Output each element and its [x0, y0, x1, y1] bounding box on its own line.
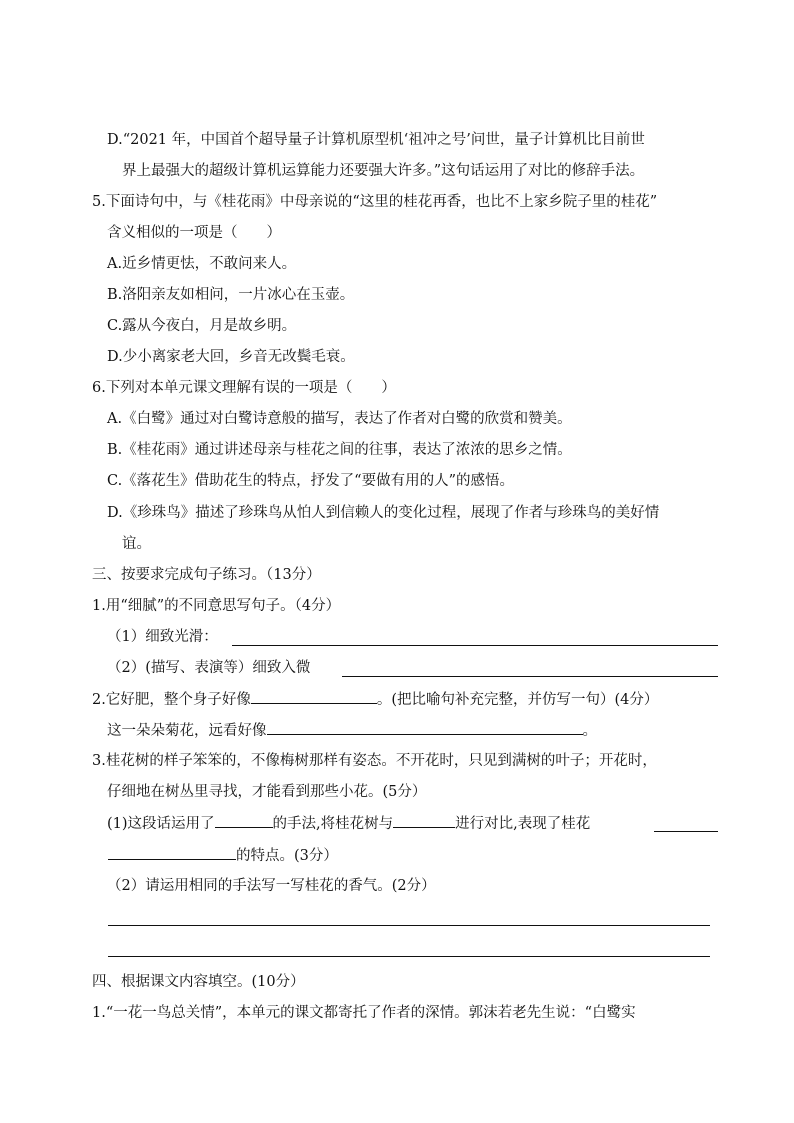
- s3-q3-blank2[interactable]: [393, 813, 455, 828]
- s3-q2-line1: [92, 689, 658, 710]
- s3-q3-sub2-answer-line1[interactable]: [108, 925, 710, 926]
- s3-q1-sub1-label: （1）细致光滑：: [107, 629, 218, 645]
- s3-q3-sub1-line1: [107, 813, 590, 834]
- s3-q1-stem: 1.用“细腻”的不同意思写句子。（4分）: [92, 598, 341, 614]
- s3-q3-sub1-text-a: (1)这段话运用了: [107, 816, 215, 832]
- s3-q2-line2-text-a: 这一朵朵菊花，远看好像: [107, 723, 267, 739]
- q5-option-d: D.少小离家老大回，乡音无改鬓毛衰。: [107, 349, 355, 365]
- s3-q1-sub2-answer-line[interactable]: [342, 676, 718, 677]
- s3-q3-stem-line1: 3.桂花树的样子笨笨的，不像梅树那样有姿态。不开花时，只见到满树的叶子；开花时，: [92, 753, 657, 769]
- s3-q3-stem-line2: 仔细地在树丛里寻找，才能看到那些小花。(5分）: [107, 784, 427, 800]
- s3-q3-sub1-text-b: 的手法,将桂花树与: [272, 816, 394, 832]
- s3-q3-blank1[interactable]: [215, 813, 273, 828]
- section3-title: 三、按要求完成句子练习。（13分）: [92, 567, 321, 583]
- q6-stem: 6.下列对本单元课文理解有误的一项是（ ）: [92, 380, 396, 396]
- q5-option-a: A.近乡情更怯，不敢问来人。: [107, 256, 297, 272]
- s3-q3-sub1-text-d: 的特点。(3分）: [236, 848, 338, 864]
- s3-q2-line2-text-b: 。: [582, 723, 597, 739]
- s3-q3-blank3[interactable]: [654, 831, 718, 832]
- s3-q1-sub2-label: （2）(描写、表演等）细致入微: [107, 660, 311, 676]
- s3-q3-sub2-answer-line2[interactable]: [108, 956, 710, 957]
- s3-q2-line1-text-b: 。(把比喻句补充完整，并仿写一句）(4分）: [376, 692, 659, 708]
- section4-title: 四、根据课文内容填空。(10分）: [92, 974, 305, 990]
- q5-stem-line1: 5.下面诗句中，与《桂花雨》中母亲说的“这里的桂花再香，也比不上家乡院子里的桂花”: [92, 194, 658, 210]
- q6-option-a: A.《白鹭》通过对白鹭诗意般的描写，表达了作者对白鹭的欣赏和赞美。: [107, 411, 572, 427]
- s3-q3-sub1-text-c: 进行对比,表现了桂花: [455, 816, 591, 832]
- s3-q2-blank1[interactable]: [251, 689, 377, 704]
- s3-q2-blank2[interactable]: [267, 720, 583, 735]
- q6-option-c: C.《落花生》借助花生的特点，抒发了“要做有用的人”的感悟。: [107, 473, 515, 489]
- q5-option-c: C.露从今夜白，月是故乡明。: [107, 318, 297, 334]
- s3-q2-line1-text-a: 2.它好肥，整个身子好像: [92, 692, 251, 708]
- s3-q2-line2: [107, 720, 597, 741]
- q5-option-b: B.洛阳亲友如相问，一片冰心在玉壶。: [107, 287, 355, 303]
- s3-q3-blank3-cont[interactable]: [108, 845, 236, 860]
- s3-q3-sub1-line2: [108, 845, 338, 866]
- s3-q1-sub1-answer-line[interactable]: [232, 645, 718, 646]
- q5-stem-line2: 含义相似的一项是（ ）: [107, 225, 281, 241]
- q6-option-b: B.《桂花雨》通过讲述母亲与桂花之间的往事，表达了浓浓的思乡之情。: [107, 442, 572, 458]
- q6-option-d-cont: 谊。: [122, 536, 151, 552]
- q4-option-d-line2: 界上最强大的超级计算机运算能力还要强大许多。”这句话运用了对比的修辞手法。: [122, 163, 645, 179]
- s3-q3-sub2-label: （2）请运用相同的手法写一写桂花的香气。(2分）: [107, 878, 436, 894]
- q6-option-d: D.《珍珠鸟》描述了珍珠鸟从怕人到信赖人的变化过程，展现了作者与珍珠鸟的美好情: [107, 505, 660, 521]
- q4-option-d-line1: D.“2021 年，中国首个超导量子计算机原型机‘祖冲之号’问世，量子计算机比目前世: [107, 132, 645, 148]
- s4-q1-line1: 1.“一花一鸟总关情”，本单元的课文都寄托了作者的深情。郭沫若老先生说：“白鹭实: [92, 1005, 636, 1021]
